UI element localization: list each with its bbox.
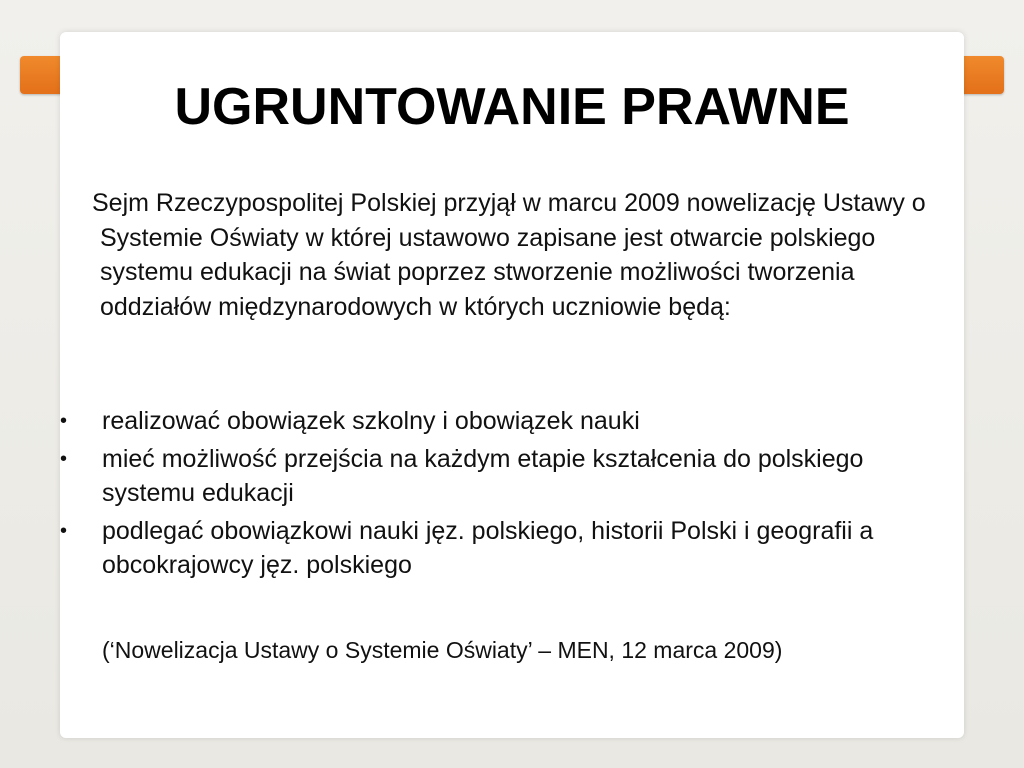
intro-paragraph: Sejm Rzeczypospolitej Polskiej przyjął w marcu 2009 nowelizację Ustawy o Systemie Oświaty w której ustawowo zapisane jest otwarcie polskiego systemu edukacji na świat poprzez stworzenie możliwości tworzenia oddziałów międzynarodowych w których uczniowie będą:: [92, 189, 926, 321]
bullet-text: realizować obowiązek szkolny i obowiązek nauki: [102, 407, 640, 435]
bullet-item: [60, 514, 940, 582]
bullet-list: [60, 404, 940, 586]
bullet-text: podlegać obowiązkowi nauki jęz. polskiego, historii Polski i geografii a obcokrajowcy jęz. polskiego: [102, 517, 874, 579]
bullet-item: [60, 404, 940, 438]
citation: (‘Nowelizacja Ustawy o Systemie Oświaty’ – MEN, 12 marca 2009): [102, 637, 783, 663]
bullet-item: [60, 442, 940, 510]
bullet-text: mieć możliwość przejścia na każdym etapie kształcenia do polskiego systemu edukacji: [102, 445, 864, 507]
bullet-icon: •: [60, 448, 68, 470]
slide-title: UGRUNTOWANIE PRAWNE: [174, 78, 850, 136]
bullet-icon: •: [60, 520, 68, 542]
bullet-icon: •: [60, 410, 68, 432]
